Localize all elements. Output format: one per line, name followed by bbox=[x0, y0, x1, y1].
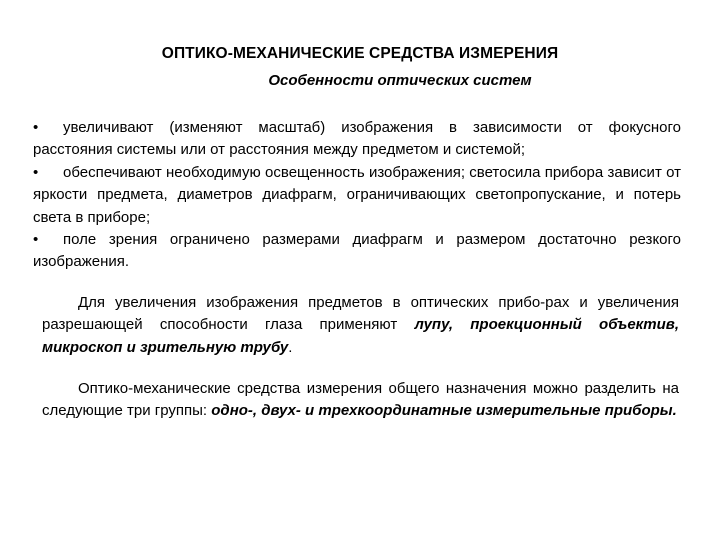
bullet-icon: • bbox=[33, 163, 39, 181]
bullet-item bbox=[33, 117, 681, 162]
bullet-item bbox=[33, 162, 681, 229]
bullet-icon: • bbox=[33, 119, 39, 136]
page-subtitle: Особенности оптических систем bbox=[268, 72, 532, 89]
paragraph-text: Для увеличения изображения предметов в оптических прибо-рах и увеличения разрешающей способности глаза применяют bbox=[42, 294, 679, 334]
paragraph-magnification bbox=[42, 292, 679, 359]
paragraph-groups bbox=[42, 378, 679, 423]
paragraph-emphasis: одно-, двух- и трехкоординатные измерительные приборы. bbox=[211, 402, 677, 420]
bullet-list bbox=[33, 117, 681, 274]
bullet-text: увеличивают (изменяют масштаб) изображения в зависимости от фокусного расстояния системы или от расстояния между предметом и системой; bbox=[33, 119, 681, 159]
bullet-text: обеспечивают необходимую освещенность изображения; светосила прибора зависит от яркости предмета, диаметров диафрагм, ограничивающих светопропускание, и потерь света в приборе; bbox=[33, 163, 681, 226]
page-title: ОПТИКО-МЕХАНИЧЕСКИЕ СРЕДСТВА ИЗМЕРЕНИЯ bbox=[161, 45, 559, 62]
bullet-item bbox=[33, 229, 681, 274]
paragraph-text: Оптико-механические средства измерения общего назначения можно разделить на следующие три группы: bbox=[42, 380, 679, 420]
paragraph-end: . bbox=[288, 338, 293, 356]
bullet-icon: • bbox=[33, 231, 39, 249]
bullet-text: поле зрения ограничено размерами диафрагм и размером достаточно резкого изображения. bbox=[33, 231, 681, 271]
paragraph-emphasis: лупу, проекционный объектив, микроскоп и зрительную трубу bbox=[42, 316, 679, 356]
